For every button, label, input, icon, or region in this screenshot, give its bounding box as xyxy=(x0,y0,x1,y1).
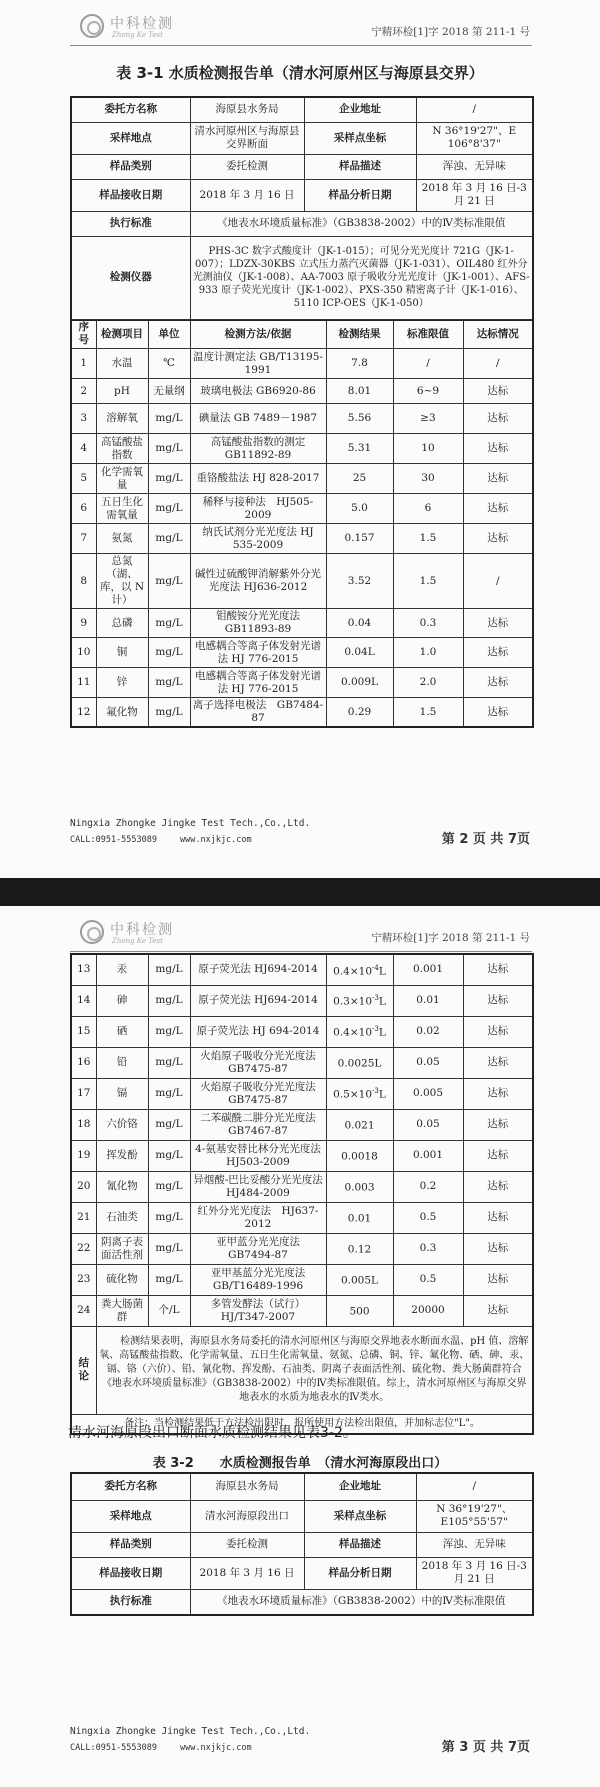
result-base: 0.005L xyxy=(340,1274,379,1287)
row-status: 达标 xyxy=(463,668,533,698)
page-number: 第 2 页 共 7页 xyxy=(441,832,530,847)
row-result xyxy=(326,1078,393,1109)
row-unit: mg/L xyxy=(148,1016,190,1047)
row-item: 阴离子表面活性剂 xyxy=(96,1233,148,1264)
row-method: 火焰原子吸收分光光度法 GB7475-87 xyxy=(190,1047,326,1078)
result-exponent: -4 xyxy=(372,963,379,972)
row-limit: 30 xyxy=(393,464,463,494)
row-no: 22 xyxy=(71,1233,96,1264)
row-method: 亚甲基蓝分光光度法 GB/T16489-1996 xyxy=(190,1264,326,1295)
row-limit: 6~9 xyxy=(393,379,463,404)
row-unit: mg/L xyxy=(148,404,190,434)
page-header xyxy=(70,10,532,46)
row-status: 达标 xyxy=(463,1140,533,1171)
row-item: 氟化物 xyxy=(96,698,148,728)
desc-label: 样品描述 xyxy=(304,154,416,179)
site-value: 清水河海原段出口 xyxy=(190,1500,304,1532)
row-no: 14 xyxy=(71,985,96,1016)
company-logo-icon xyxy=(80,14,104,38)
client-value: 海原县水务局 xyxy=(190,1473,304,1500)
footer-company: Ningxia Zhongke Jingke Test Tech.,Co.,Ltd. xyxy=(70,1726,311,1737)
row-result xyxy=(326,1109,393,1140)
result-exponent: -3 xyxy=(372,1087,379,1096)
row-method: 玻璃电极法 GB6920-86 xyxy=(190,379,326,404)
row-limit: 0.02 xyxy=(393,1016,463,1047)
anal-date-label: 样品分析日期 xyxy=(304,179,416,211)
row-status: 达标 xyxy=(463,1047,533,1078)
row-item: 铜 xyxy=(96,638,148,668)
row-item: 粪大肠菌群 xyxy=(96,1295,148,1326)
footer-phone: CALL:0951-5553089 xyxy=(70,835,157,845)
row-method: 稀释与接种法 HJ505-2009 xyxy=(190,494,326,524)
row-item: 锌 xyxy=(96,668,148,698)
row-no: 10 xyxy=(71,638,96,668)
row-limit: 1.0 xyxy=(393,638,463,668)
col-limit: 标准限值 xyxy=(393,320,463,349)
row-status: 达标 xyxy=(463,464,533,494)
row-no: 16 xyxy=(71,1047,96,1078)
coord-value: N 36°19'27"、E105°55'57" xyxy=(416,1500,533,1532)
row-result xyxy=(326,985,393,1016)
row-limit: 10 xyxy=(393,434,463,464)
address-label: 企业地址 xyxy=(304,97,416,122)
row-item: 砷 xyxy=(96,985,148,1016)
row-status: 达标 xyxy=(463,494,533,524)
row-result: 5.31 xyxy=(326,434,393,464)
result-exponent: -3 xyxy=(372,994,379,1003)
row-no: 20 xyxy=(71,1171,96,1202)
row-status: 达标 xyxy=(463,1202,533,1233)
table-row xyxy=(71,1016,533,1047)
result-base: 0.12 xyxy=(347,1243,372,1256)
coord-label: 采样点坐标 xyxy=(304,1500,416,1532)
type-value: 委托检测 xyxy=(190,1532,304,1557)
row-no: 6 xyxy=(71,494,96,524)
row-limit: 0.05 xyxy=(393,1047,463,1078)
row-limit: 20000 xyxy=(393,1295,463,1326)
result-base: 0.4×10 xyxy=(333,1026,373,1039)
row-no: 17 xyxy=(71,1078,96,1109)
result-exponent: -3 xyxy=(372,1025,379,1034)
row-unit: mg/L xyxy=(148,985,190,1016)
document-number: 宁精环检[1]字 2018 第 211-1 号 xyxy=(371,932,530,944)
table-row xyxy=(71,349,533,379)
address-label: 企业地址 xyxy=(304,1473,416,1500)
row-unit: mg/L xyxy=(148,638,190,668)
row-status: 达标 xyxy=(463,434,533,464)
row-result xyxy=(326,1233,393,1264)
row-unit: mg/L xyxy=(148,1047,190,1078)
row-result xyxy=(326,954,393,985)
row-result: 0.29 xyxy=(326,698,393,728)
row-no: 5 xyxy=(71,464,96,494)
desc-label: 样品描述 xyxy=(304,1532,416,1557)
row-unit: mg/L xyxy=(148,434,190,464)
row-method: 碘量法 GB 7489－1987 xyxy=(190,404,326,434)
row-status: 达标 xyxy=(463,1109,533,1140)
desc-value: 浑浊、无异味 xyxy=(416,154,533,179)
type-label: 样品类别 xyxy=(71,154,190,179)
result-suffix: L xyxy=(378,1088,386,1101)
row-result: 5.0 xyxy=(326,494,393,524)
row-status: 达标 xyxy=(463,1264,533,1295)
row-method: 4-氨基安替比林分光光度法 HJ503-2009 xyxy=(190,1140,326,1171)
report-page-3 xyxy=(0,906,600,1787)
table-3-1-continued xyxy=(70,953,534,1435)
row-method: 多管发酵法（试行） HJ/T347-2007 xyxy=(190,1295,326,1326)
instrument-value: PHS-3C 数字式酸度计（JK-1-015）；可见分光光度计 721G（JK-1-007）；LDZX-30KBS 立式压力蒸汽灭菌器（JK-1-031）、OIL480 红外分光测油仪（JK-1-008）、AA-7003 原子吸收分光光度计（JK-1-001）、AFS-933 原子荧光光度计（JK-1-002）、PXS-350 精密离子计（JK-1-016）、5110 ICP-OES（JK-1-050） xyxy=(190,236,533,320)
table-row xyxy=(71,1078,533,1109)
company-logo-icon xyxy=(80,920,104,944)
row-result: 8.01 xyxy=(326,379,393,404)
logo-subtext: Zhong Ke Test xyxy=(112,937,163,945)
row-item: pH xyxy=(96,379,148,404)
row-limit: 0.2 xyxy=(393,1171,463,1202)
row-limit: 0.001 xyxy=(393,954,463,985)
row-result: 3.52 xyxy=(326,554,393,609)
standard-value: 《地表水环境质量标准》（GB3838-2002）中的Ⅳ类标准限值 xyxy=(190,1589,533,1615)
row-result: 0.157 xyxy=(326,524,393,554)
row-limit: 0.5 xyxy=(393,1202,463,1233)
row-unit: mg/L xyxy=(148,524,190,554)
table-row xyxy=(71,609,533,638)
row-status: 达标 xyxy=(463,1233,533,1264)
table-row xyxy=(71,1171,533,1202)
row-no: 8 xyxy=(71,554,96,609)
row-limit: ≥3 xyxy=(393,404,463,434)
client-label: 委托方名称 xyxy=(71,97,190,122)
row-unit: mg/L xyxy=(148,1140,190,1171)
result-base: 0.3×10 xyxy=(333,995,373,1008)
row-method: 钼酸铵分光光度法 GB11893-89 xyxy=(190,609,326,638)
row-unit: mg/L xyxy=(148,954,190,985)
row-method: 亚甲蓝分光光度法 GB7494-87 xyxy=(190,1233,326,1264)
row-result: 7.8 xyxy=(326,349,393,379)
row-no: 3 xyxy=(71,404,96,434)
row-item: 总氮（湖、库，以 N 计） xyxy=(96,554,148,609)
instrument-label: 检测仪器 xyxy=(71,236,190,320)
row-no: 11 xyxy=(71,668,96,698)
row-status: 达标 xyxy=(463,379,533,404)
row-item: 五日生化需氧量 xyxy=(96,494,148,524)
row-item: 氰化物 xyxy=(96,1171,148,1202)
row-status: 达标 xyxy=(463,1078,533,1109)
type-value: 委托检测 xyxy=(190,154,304,179)
row-unit: mg/L xyxy=(148,698,190,728)
row-limit: 2.0 xyxy=(393,668,463,698)
note-text: 备注：当检测结果低于方法检出限时，报所使用方法检出限值，并加标志位"L"。 xyxy=(71,1414,533,1434)
row-item: 挥发酚 xyxy=(96,1140,148,1171)
recv-date-label: 样品接收日期 xyxy=(71,1557,190,1589)
row-status: 达标 xyxy=(463,954,533,985)
row-method: 异烟酸-巴比妥酸分光光度法 HJ484-2009 xyxy=(190,1171,326,1202)
table-row xyxy=(71,434,533,464)
client-value: 海原县水务局 xyxy=(190,97,304,122)
result-base: 0.021 xyxy=(344,1119,375,1132)
anal-date-label: 样品分析日期 xyxy=(304,1557,416,1589)
row-no: 2 xyxy=(71,379,96,404)
table-header-row xyxy=(71,320,533,349)
row-limit: 0.005 xyxy=(393,1078,463,1109)
row-item: 溶解氧 xyxy=(96,404,148,434)
table-row xyxy=(71,379,533,404)
row-status: / xyxy=(463,349,533,379)
report-page-2 xyxy=(0,0,600,878)
address-value: / xyxy=(416,1473,533,1500)
row-result: 5.56 xyxy=(326,404,393,434)
row-item: 高锰酸盐指数 xyxy=(96,434,148,464)
table-row xyxy=(71,494,533,524)
table-row xyxy=(71,1295,533,1326)
row-status: 达标 xyxy=(463,638,533,668)
result-suffix: L xyxy=(378,1026,386,1039)
row-method: 温度计测定法 GB/T13195-1991 xyxy=(190,349,326,379)
table-3-1-info xyxy=(70,96,534,321)
col-method: 检测方法/依据 xyxy=(190,320,326,349)
row-method: 二苯碳酰二肼分光光度法 GB7467-87 xyxy=(190,1109,326,1140)
table-3-2-title: 表 3-2 水质检测报告单 （清水河海原段出口） xyxy=(152,1456,448,1471)
row-unit: 无量纲 xyxy=(148,379,190,404)
table-row xyxy=(71,1109,533,1140)
row-no: 13 xyxy=(71,954,96,985)
row-no: 24 xyxy=(71,1295,96,1326)
table-row xyxy=(71,1264,533,1295)
table-3-2-info xyxy=(70,1472,534,1616)
row-result xyxy=(326,1171,393,1202)
row-unit: mg/L xyxy=(148,1078,190,1109)
row-limit: 0.01 xyxy=(393,985,463,1016)
row-item: 硫化物 xyxy=(96,1264,148,1295)
col-result: 检测结果 xyxy=(326,320,393,349)
row-item: 硒 xyxy=(96,1016,148,1047)
footer-phone: CALL:0951-5553089 xyxy=(70,1743,157,1753)
table-row xyxy=(71,638,533,668)
table-row xyxy=(71,464,533,494)
row-status: 达标 xyxy=(463,985,533,1016)
coord-value: N 36°19'27"、E 106°8'37" xyxy=(416,122,533,154)
row-unit: mg/L xyxy=(148,1171,190,1202)
row-result xyxy=(326,1016,393,1047)
row-result: 25 xyxy=(326,464,393,494)
page-header xyxy=(70,916,532,952)
row-result xyxy=(326,1202,393,1233)
row-result xyxy=(326,1295,393,1326)
table-row xyxy=(71,668,533,698)
row-unit: 个/L xyxy=(148,1295,190,1326)
table-row xyxy=(71,404,533,434)
col-no: 序号 xyxy=(71,320,96,349)
row-method: 纳氏试剂分光光度法 HJ 535-2009 xyxy=(190,524,326,554)
row-result xyxy=(326,1264,393,1295)
result-base: 0.5×10 xyxy=(333,1088,373,1101)
row-result: 0.009L xyxy=(326,668,393,698)
row-item: 六价铬 xyxy=(96,1109,148,1140)
row-method: 高锰酸盐指数的测定 GB11892-89 xyxy=(190,434,326,464)
conclusion-text: 检测结果表明，海原县水务局委托的清水河原州区与海原交界地表水断面水温、pH 值、溶解氧、高锰酸盐指数、化学需氧量、五日生化需氧量、氨氮、总磷、铜、锌、氟化物、硒、砷、汞、镉、铬（六价）、铅、氰化物、挥发酚、石油类、阴离子表面活性剂、硫化物、粪大肠菌群符合《地表水环境质量标准》（GB3838-2002）中的Ⅳ类标准限值。综上，清水河原州区与海原交界地表水的水质为地表水的Ⅳ类水。 xyxy=(96,1326,533,1414)
table-row xyxy=(71,1140,533,1171)
row-method: 重铬酸盐法 HJ 828-2017 xyxy=(190,464,326,494)
row-result xyxy=(326,1047,393,1078)
row-status: 达标 xyxy=(463,1295,533,1326)
row-status: 达标 xyxy=(463,609,533,638)
site-label: 采样地点 xyxy=(71,122,190,154)
row-item: 水温 xyxy=(96,349,148,379)
type-label: 样品类别 xyxy=(71,1532,190,1557)
recv-date-value: 2018 年 3 月 16 日 xyxy=(190,1557,304,1589)
result-base: 500 xyxy=(349,1305,370,1318)
row-status: / xyxy=(463,554,533,609)
row-method: 红外分光光度法 HJ637-2012 xyxy=(190,1202,326,1233)
row-item: 铅 xyxy=(96,1047,148,1078)
row-unit: ℃ xyxy=(148,349,190,379)
row-limit: 1.5 xyxy=(393,524,463,554)
document-number: 宁精环检[1]字 2018 第 211-1 号 xyxy=(371,26,530,38)
row-item: 化学需氧量 xyxy=(96,464,148,494)
row-result xyxy=(326,1140,393,1171)
row-method: 火焰原子吸收分光光度法 GB7475-87 xyxy=(190,1078,326,1109)
col-item: 检测项目 xyxy=(96,320,148,349)
row-unit: mg/L xyxy=(148,554,190,609)
row-method: 原子荧光法 HJ 694-2014 xyxy=(190,1016,326,1047)
row-limit: 0.5 xyxy=(393,1264,463,1295)
table-3-2-intro: 清水河海原段出口断面水质检测结果见表3-2。 xyxy=(68,1425,357,1441)
row-unit: mg/L xyxy=(148,464,190,494)
footer-company: Ningxia Zhongke Jingke Test Tech.,Co.,Ltd. xyxy=(70,818,311,829)
row-no: 18 xyxy=(71,1109,96,1140)
anal-date-value: 2018 年 3 月 16 日-3 月 21 日 xyxy=(416,1557,533,1589)
result-suffix: L xyxy=(378,965,386,977)
row-status: 达标 xyxy=(463,404,533,434)
logo-subtext: Zhong Ke Test xyxy=(112,31,163,39)
table-row xyxy=(71,985,533,1016)
result-base: 0.4×10 xyxy=(333,965,373,977)
result-base: 0.003 xyxy=(344,1181,375,1194)
anal-date-value: 2018 年 3 月 16 日-3 月 21 日 xyxy=(416,179,533,211)
footer-url: www.nxjkjc.com xyxy=(180,1743,252,1753)
row-no: 1 xyxy=(71,349,96,379)
standard-value: 《地表水环境质量标准》（GB3838-2002）中的Ⅳ类标准限值 xyxy=(190,211,533,236)
row-no: 7 xyxy=(71,524,96,554)
row-unit: mg/L xyxy=(148,1233,190,1264)
result-base: 0.0025L xyxy=(337,1057,382,1070)
row-status: 达标 xyxy=(463,1016,533,1047)
logo-text: 中科检测 xyxy=(110,922,174,938)
table-row xyxy=(71,1233,533,1264)
row-no: 21 xyxy=(71,1202,96,1233)
row-unit: mg/L xyxy=(148,1109,190,1140)
table-row xyxy=(71,698,533,728)
row-status: 达标 xyxy=(463,698,533,728)
site-value: 清水河原州区与海原县交界断面 xyxy=(190,122,304,154)
row-item: 总磷 xyxy=(96,609,148,638)
col-status: 达标情况 xyxy=(463,320,533,349)
row-limit: / xyxy=(393,349,463,379)
row-no: 12 xyxy=(71,698,96,728)
row-limit: 0.3 xyxy=(393,1233,463,1264)
result-base: 0.0018 xyxy=(341,1150,378,1163)
logo-text: 中科检测 xyxy=(110,16,174,32)
row-method: 离子选择电极法 GB7484-87 xyxy=(190,698,326,728)
footer-url: www.nxjkjc.com xyxy=(180,835,252,845)
table-row xyxy=(71,954,533,985)
row-no: 23 xyxy=(71,1264,96,1295)
row-method: 电感耦合等离子体发射光谱法 HJ 776-2015 xyxy=(190,638,326,668)
row-no: 9 xyxy=(71,609,96,638)
row-item: 汞 xyxy=(96,954,148,985)
row-status: 达标 xyxy=(463,1171,533,1202)
row-result: 0.04L xyxy=(326,638,393,668)
recv-date-value: 2018 年 3 月 16 日 xyxy=(190,179,304,211)
row-item: 氨氮 xyxy=(96,524,148,554)
row-status: 达标 xyxy=(463,524,533,554)
row-unit: mg/L xyxy=(148,668,190,698)
row-unit: mg/L xyxy=(148,1202,190,1233)
result-base: 0.01 xyxy=(347,1212,372,1225)
coord-label: 采样点坐标 xyxy=(304,122,416,154)
row-unit: mg/L xyxy=(148,609,190,638)
row-no: 19 xyxy=(71,1140,96,1171)
row-item: 石油类 xyxy=(96,1202,148,1233)
result-suffix: L xyxy=(378,995,386,1008)
row-result: 0.04 xyxy=(326,609,393,638)
row-limit: 6 xyxy=(393,494,463,524)
standard-label: 执行标准 xyxy=(71,1589,190,1615)
address-value: / xyxy=(416,97,533,122)
client-label: 委托方名称 xyxy=(71,1473,190,1500)
row-method: 原子荧光法 HJ694-2014 xyxy=(190,985,326,1016)
row-method: 电感耦合等离子体发射光谱法 HJ 776-2015 xyxy=(190,668,326,698)
conclusion-row xyxy=(71,1326,533,1414)
row-item: 镉 xyxy=(96,1078,148,1109)
row-limit: 1.5 xyxy=(393,698,463,728)
row-method: 碱性过硫酸钾消解紫外分光光度法 HJ636-2012 xyxy=(190,554,326,609)
site-label: 采样地点 xyxy=(71,1500,190,1532)
row-limit: 0.3 xyxy=(393,609,463,638)
row-no: 15 xyxy=(71,1016,96,1047)
row-limit: 0.001 xyxy=(393,1140,463,1171)
standard-label: 执行标准 xyxy=(71,211,190,236)
row-limit: 0.05 xyxy=(393,1109,463,1140)
page-separator xyxy=(0,878,600,906)
table-3-1-results xyxy=(70,319,534,728)
row-unit: mg/L xyxy=(148,1264,190,1295)
row-limit: 1.5 xyxy=(393,554,463,609)
row-no: 4 xyxy=(71,434,96,464)
table-row xyxy=(71,524,533,554)
page-number: 第 3 页 共 7页 xyxy=(441,1740,530,1755)
desc-value: 浑浊、无异味 xyxy=(416,1532,533,1557)
table-row xyxy=(71,1202,533,1233)
table-row xyxy=(71,554,533,609)
row-unit: mg/L xyxy=(148,494,190,524)
recv-date-label: 样品接收日期 xyxy=(71,179,190,211)
col-unit: 单位 xyxy=(148,320,190,349)
table-row xyxy=(71,1047,533,1078)
row-method: 原子荧光法 HJ694-2014 xyxy=(190,954,326,985)
conclusion-label: 结论 xyxy=(71,1326,96,1414)
table-3-1-title: 表 3-1 水质检测报告单（清水河原州区与海原县交界） xyxy=(116,64,484,82)
